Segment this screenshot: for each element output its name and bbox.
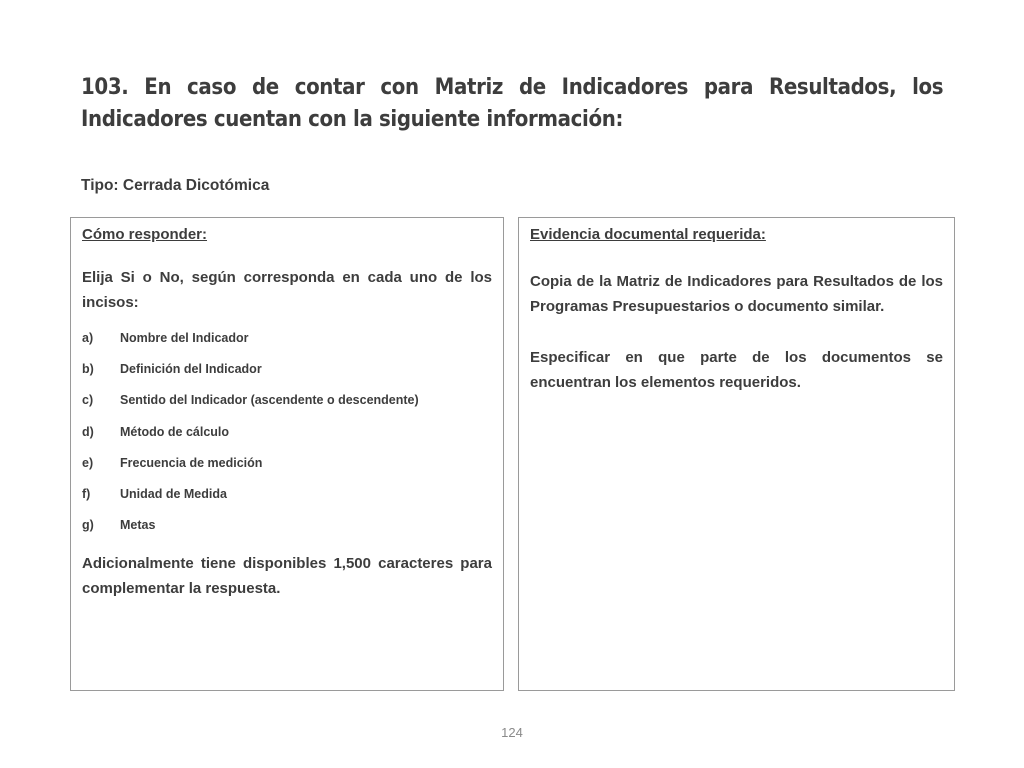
list-item-text: Método de cálculo	[120, 424, 230, 439]
how-to-answer-box	[70, 217, 504, 691]
list-item-text: Unidad de Medida	[120, 486, 227, 501]
evidence-paragraph: Copia de la Matriz de Indicadores para Resultados de los Programas Presupuestarios o documento similar.	[530, 273, 943, 315]
list-item	[82, 456, 492, 487]
list-item-letter: g)	[82, 518, 94, 533]
list-item	[82, 425, 492, 456]
page-number: 124	[501, 725, 523, 740]
evidence-paragraph: Especificar en que parte de los documentos se encuentran los elementos requeridos.	[530, 349, 943, 391]
list-item-letter: e)	[82, 455, 94, 470]
list-item	[82, 393, 492, 424]
list-item-letter: a)	[82, 331, 94, 345]
how-to-answer-heading: Cómo responder:	[82, 226, 208, 243]
question-title: 103. En caso de contar con Matriz de Indicadores para Resultados, los Indicadores cuentan con la siguiente información:	[81, 75, 944, 132]
additional-note: Adicionalmente tiene disponibles 1,500 caracteres para complementar la respuesta.	[82, 555, 492, 598]
list-item	[82, 518, 492, 549]
list-item-text: Nombre del Indicador	[120, 331, 249, 345]
list-item-letter: b)	[82, 362, 94, 377]
list-item-letter: d)	[82, 424, 94, 439]
list-item	[82, 487, 492, 518]
list-item	[82, 331, 492, 362]
question-type: Tipo: Cerrada Dicotómica	[81, 177, 270, 194]
answer-instruction: Elija Si o No, según corresponda en cada uno de los incisos:	[82, 269, 492, 311]
list-item-text: Metas	[120, 518, 156, 533]
list-item-letter: f)	[82, 486, 91, 501]
list-item-text: Frecuencia de medición	[120, 455, 263, 470]
evidence-box	[518, 217, 955, 691]
list-item-text: Definición del Indicador	[120, 362, 262, 377]
list-item-letter: c)	[82, 393, 94, 408]
criteria-list	[82, 331, 492, 549]
list-item-text: Sentido del Indicador (ascendente o descendente)	[120, 393, 419, 408]
list-item	[82, 362, 492, 393]
evidence-heading: Evidencia documental requerida:	[530, 226, 766, 243]
